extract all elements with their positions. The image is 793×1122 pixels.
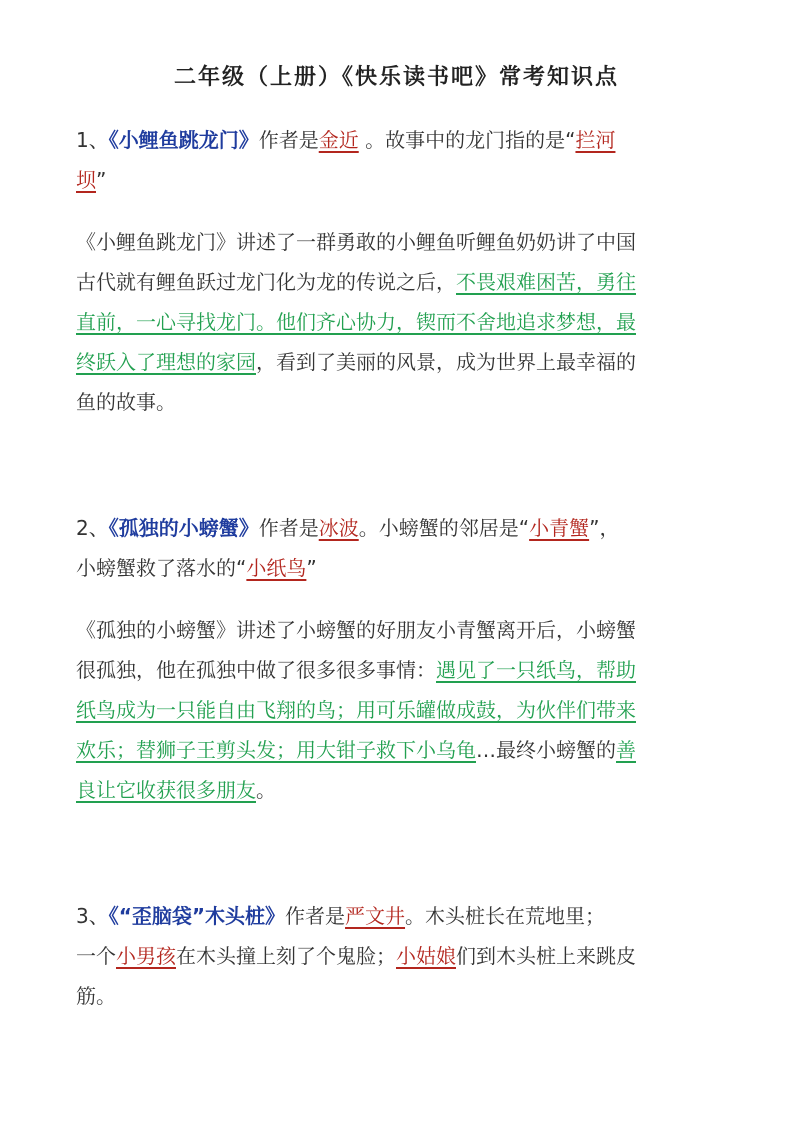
highlight-text: 纸鸟成为一只能自由飞翔的鸟；用可乐罐做成鼓，为伙伴们带来 xyxy=(76,698,636,722)
text: ” xyxy=(96,168,107,192)
highlight-text: 终跃入了理想的家园 xyxy=(76,350,256,374)
text: 们到木头桩上来跳皮 xyxy=(456,944,636,968)
summary-line: 《小鲤鱼跳龙门》讲述了一群勇敢的小鲤鱼听鲤鱼奶奶讲了中国 xyxy=(76,230,636,254)
section-1-answer-part-2: 坝 xyxy=(76,168,96,192)
highlight-text: 善 xyxy=(616,738,636,762)
section-1-heading xyxy=(76,120,721,200)
summary-line: 《孤独的小螃蟹》讲述了小螃蟹的好朋友小青蟹离开后，小螃蟹 xyxy=(76,618,636,642)
section-2-summary xyxy=(76,610,721,810)
summary-line xyxy=(76,262,721,302)
section-1-author: 金近 xyxy=(318,128,359,152)
section-2-heading-line-2 xyxy=(76,548,721,588)
text: 。故事中的龙门指的是“ xyxy=(358,128,576,152)
section-3-boy: 小男孩 xyxy=(116,944,176,968)
highlight-text: 遇见了一只纸鸟，帮助 xyxy=(436,658,636,682)
highlight-text: 欢乐；替狮子王剪头发；用大钳子救下小乌龟 xyxy=(76,738,476,762)
text: 很孤独，他在孤独中做了很多很多事情： xyxy=(76,658,436,682)
text: 一个 xyxy=(76,944,116,968)
text: 。木头桩长在荒地里； xyxy=(405,904,606,928)
section-1-book-title: 《小鲤鱼跳龙门》 xyxy=(108,128,259,152)
text: 在木头撞上刻了个鬼脸； xyxy=(176,944,396,968)
text: ” xyxy=(306,556,317,580)
section-1-number: 1、 xyxy=(76,128,109,152)
text: ，看到了美丽的风景，成为世界上最幸福的 xyxy=(256,350,636,374)
section-3-author: 严文井 xyxy=(345,904,406,928)
section-2-author: 冰波 xyxy=(318,516,359,540)
summary-line xyxy=(76,690,721,730)
summary-line xyxy=(76,302,721,342)
text: 作者是 xyxy=(258,128,319,152)
section-1-summary xyxy=(76,222,721,422)
summary-line xyxy=(76,770,721,810)
section-1-heading-line-1 xyxy=(76,120,721,160)
summary-line: 鱼的故事。 xyxy=(76,390,176,414)
section-2-number: 2、 xyxy=(76,516,109,540)
section-3-heading-line-3: 筋。 xyxy=(76,984,116,1008)
highlight-text: 良让它收获很多朋友 xyxy=(76,778,256,802)
page-title: 二年级（上册）《快乐读书吧》常考知识点 xyxy=(173,65,619,90)
section-3-number: 3、 xyxy=(76,904,109,928)
text: 古代就有鲤鱼跃过龙门化为龙的传说之后， xyxy=(76,270,456,294)
text: 。 xyxy=(256,778,276,802)
section-1-answer-part-1: 拦河 xyxy=(575,128,616,152)
section-3-girls: 小姑娘 xyxy=(396,944,456,968)
section-3-book-title: 《“歪脑袋”木头桩》 xyxy=(108,904,286,928)
text: 小螃蟹救了落水的“ xyxy=(76,556,247,580)
text: …最终小螃蟹的 xyxy=(476,738,616,762)
text: 。小螃蟹的邻居是“ xyxy=(358,516,530,540)
highlight-text: 不畏艰难困苦，勇往 xyxy=(456,270,636,294)
section-2-heading-line-1 xyxy=(76,508,721,548)
section-2-neighbor: 小青蟹 xyxy=(529,516,590,540)
summary-line xyxy=(76,650,721,690)
section-3-heading-line-2 xyxy=(76,936,721,976)
section-3-heading-line-1 xyxy=(76,896,721,936)
section-2-book-title: 《孤独的小螃蟹》 xyxy=(108,516,259,540)
section-3-heading xyxy=(76,896,721,1016)
summary-line xyxy=(76,342,721,382)
section-2-heading xyxy=(76,508,721,588)
highlight-text: 直前，一心寻找龙门。他们齐心协力，锲而不舍地追求梦想，最 xyxy=(76,310,636,334)
summary-line xyxy=(76,730,721,770)
text: 作者是 xyxy=(285,904,346,928)
section-1-heading-line-2 xyxy=(76,160,721,200)
text: ”， xyxy=(589,516,620,540)
section-2-rescued: 小纸鸟 xyxy=(246,556,307,580)
text: 作者是 xyxy=(258,516,319,540)
